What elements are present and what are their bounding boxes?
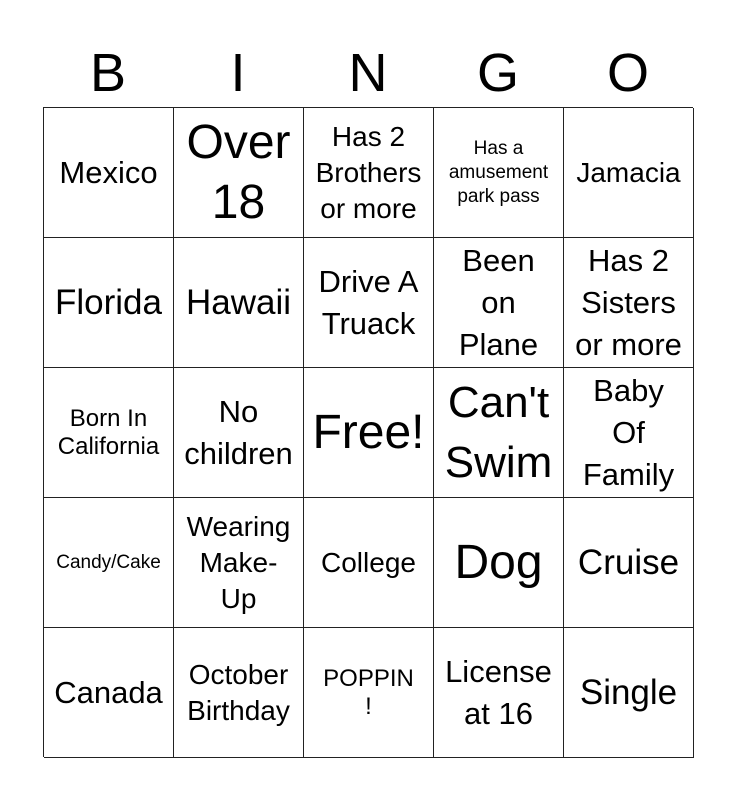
bingo-cell[interactable]: Over 18 <box>174 108 304 238</box>
bingo-cell[interactable]: Cruise <box>564 498 694 628</box>
bingo-cell[interactable]: Been on Plane <box>434 238 564 368</box>
bingo-cell[interactable]: POPPIN ! <box>304 628 434 758</box>
bingo-cell[interactable]: College <box>304 498 434 628</box>
bingo-cell[interactable]: No children <box>174 368 304 498</box>
bingo-cell[interactable]: Single <box>564 628 694 758</box>
bingo-cell[interactable]: Has 2 Brothers or more <box>304 108 434 238</box>
bingo-cell[interactable]: Canada <box>44 628 174 758</box>
bingo-header <box>43 38 693 108</box>
bingo-cell[interactable]: Drive A Truack <box>304 238 434 368</box>
bingo-cell[interactable]: October Birthday <box>174 628 304 758</box>
bingo-cell[interactable]: Hawaii <box>174 238 304 368</box>
header-letter-i: I <box>230 43 246 103</box>
bingo-cell[interactable]: Dog <box>434 498 564 628</box>
bingo-cell[interactable]: Florida <box>44 238 174 368</box>
bingo-cell[interactable]: Wearing Make- Up <box>174 498 304 628</box>
free-space[interactable]: Free! <box>304 368 434 498</box>
bingo-cell[interactable]: Jamacia <box>564 108 694 238</box>
bingo-cell[interactable]: Born In California <box>44 368 174 498</box>
bingo-cell[interactable]: Candy/Cake <box>44 498 174 628</box>
bingo-cell[interactable]: Has a amusement park pass <box>434 108 564 238</box>
bingo-cell[interactable]: Has 2 Sisters or more <box>564 238 694 368</box>
bingo-cell[interactable]: Mexico <box>44 108 174 238</box>
bingo-board <box>43 107 693 757</box>
header-letter-g: G <box>476 43 519 103</box>
header-letter-o: O <box>606 43 649 103</box>
bingo-cell[interactable]: Baby Of Family <box>564 368 694 498</box>
header-letter-b: B <box>89 43 127 103</box>
bingo-cell[interactable]: License at 16 <box>434 628 564 758</box>
bingo-cell[interactable]: Can't Swim <box>434 368 564 498</box>
header-letter-n: N <box>348 43 388 103</box>
